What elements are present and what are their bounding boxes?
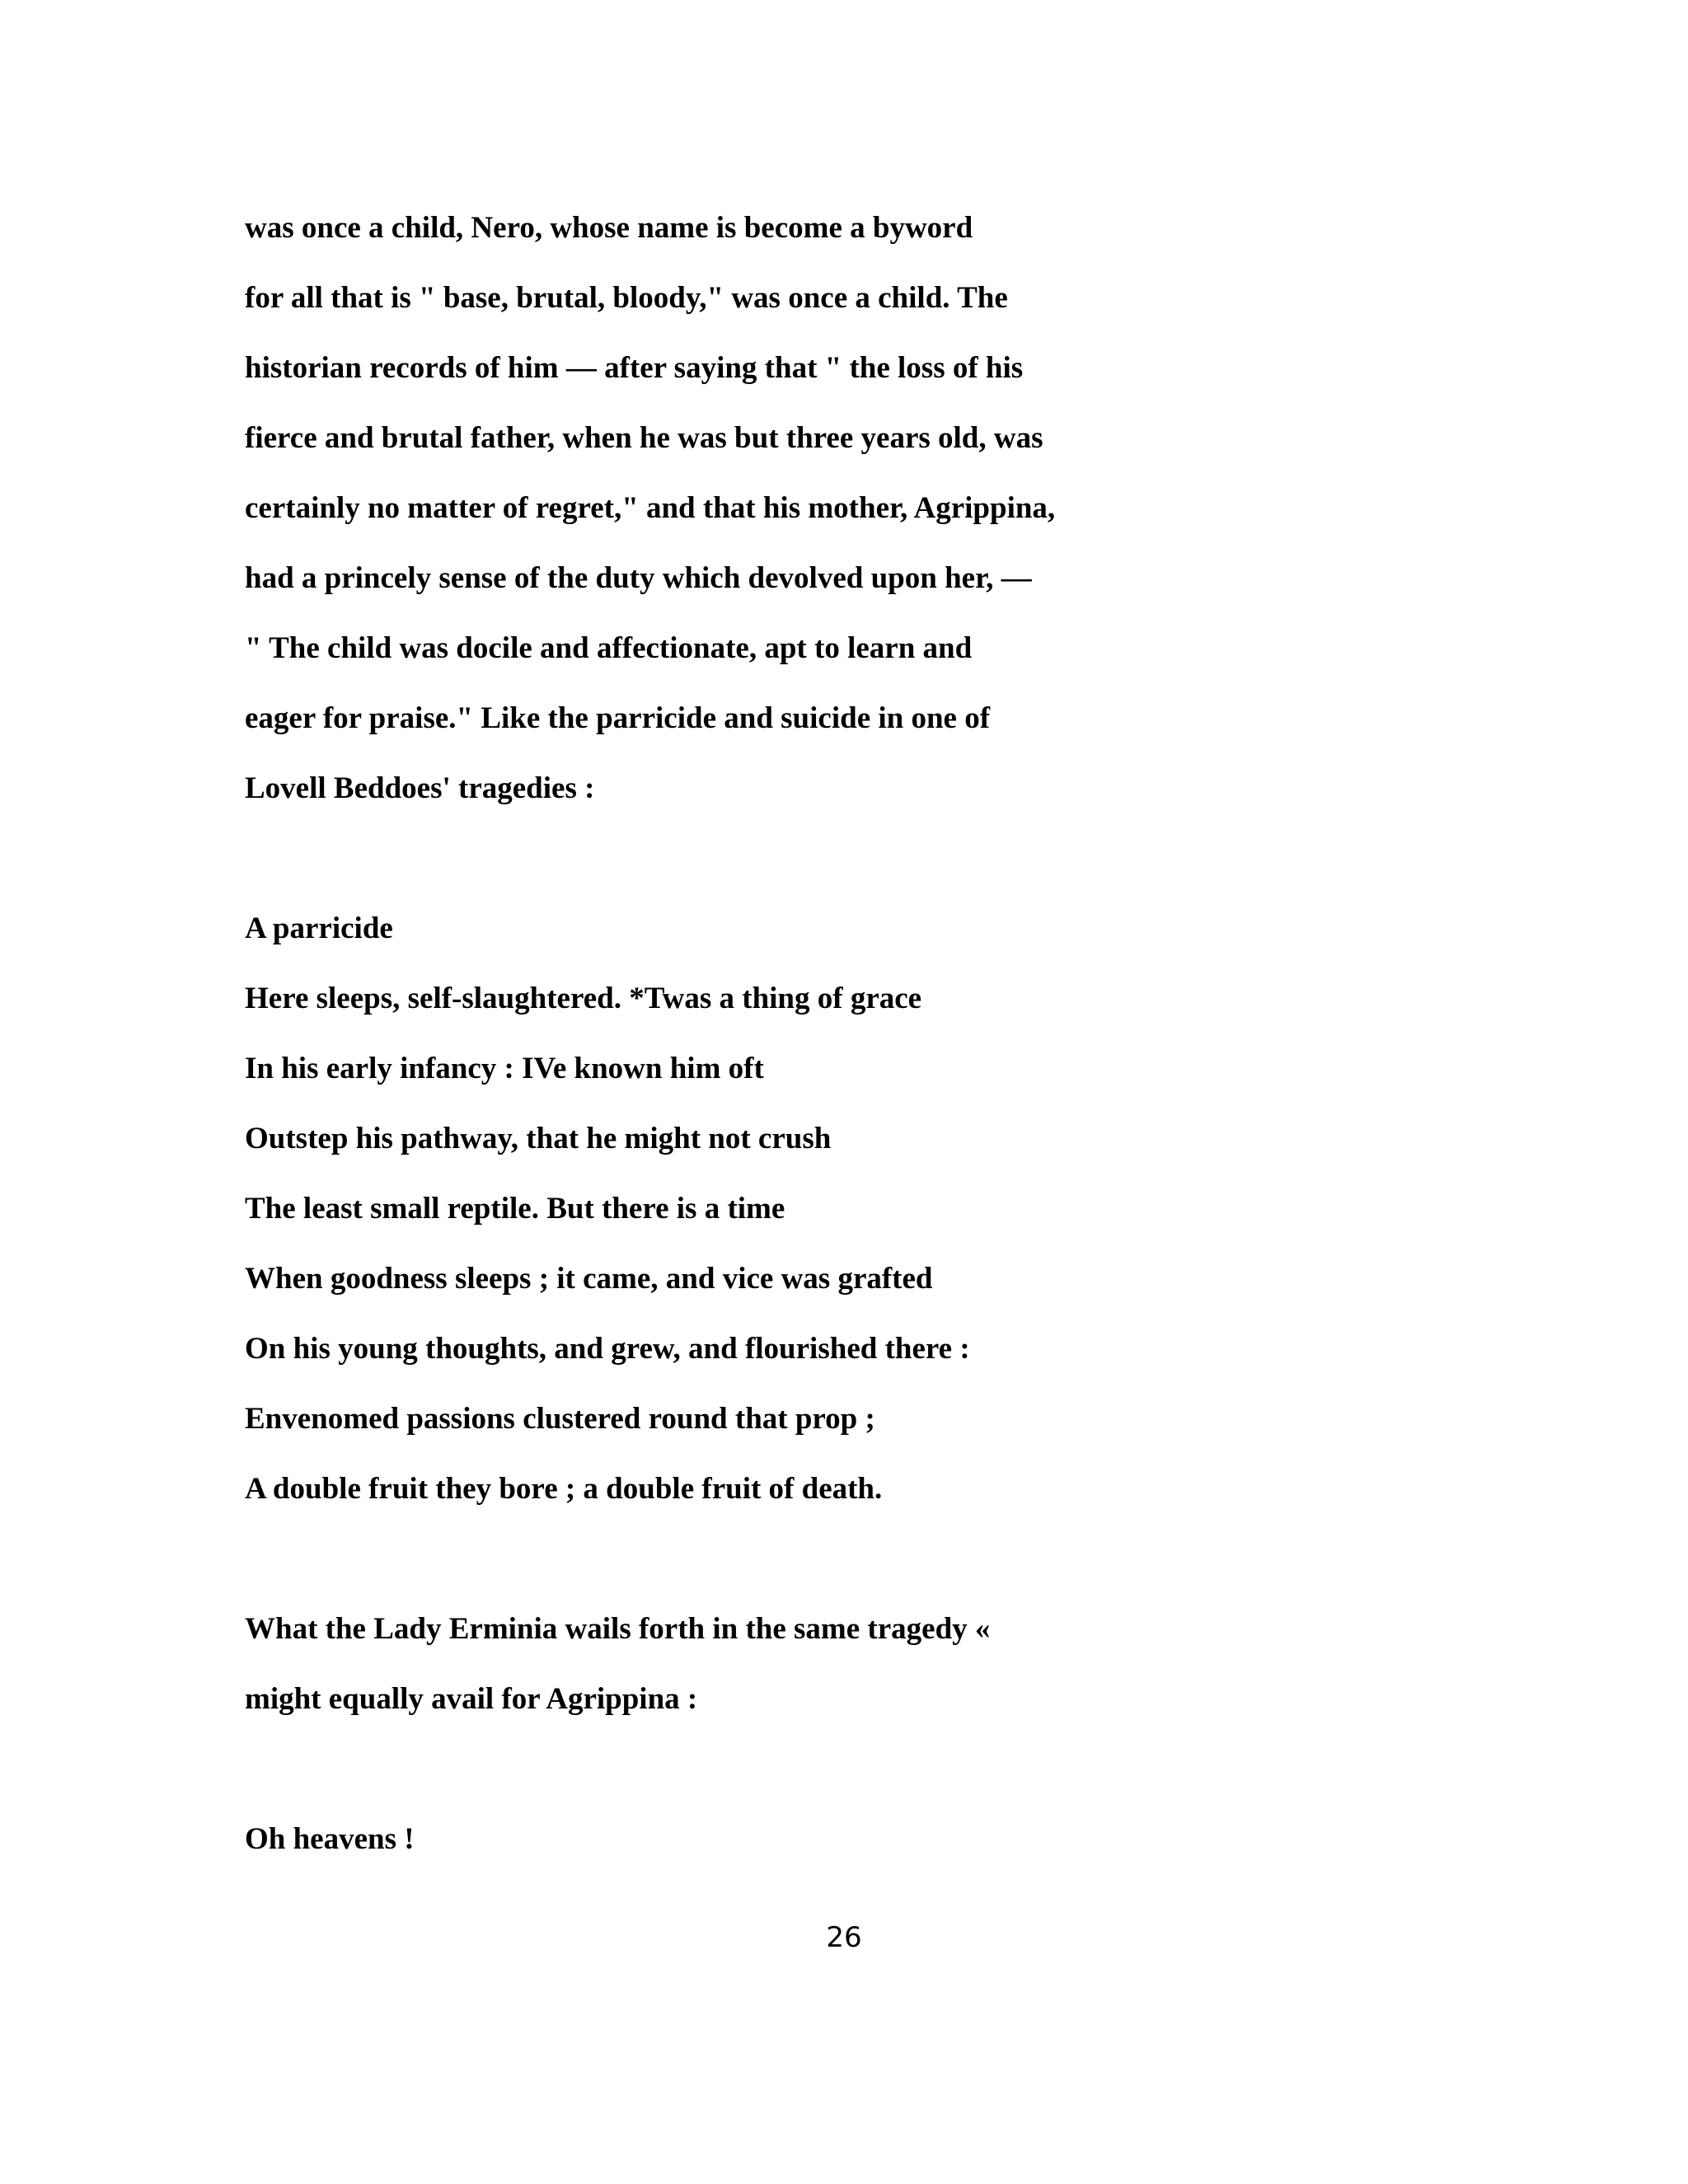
page-body-text (245, 193, 1531, 1874)
text-line: was once a child, Nero, whose name is become a byword (245, 211, 973, 245)
text-line: What the Lady Erminia wails forth in the same tragedy « (245, 1612, 991, 1646)
verse-line: A parricide (245, 912, 393, 945)
text-line: had a princely sense of the duty which devolved upon her, — (245, 561, 1032, 595)
verse-line: Envenomed passions clustered round that prop ; (245, 1402, 875, 1436)
text-line: might equally avail for Agrippina : (245, 1682, 698, 1716)
paragraph-gap (245, 1524, 1531, 1594)
text-line: " The child was docile and affectionate, apt to learn and (245, 631, 973, 665)
verse-line: A double fruit they bore ; a double fruit of death. (245, 1472, 883, 1506)
verse-line: The least small reptile. But there is a time (245, 1192, 785, 1226)
text-line: for all that is " base, brutal, bloody," was once a child. The (245, 281, 1008, 315)
text-line: Lovell Beddoes' tragedies : (245, 771, 595, 805)
paragraph-gap (245, 823, 1531, 893)
text-line: fierce and brutal father, when he was but three years old, was (245, 421, 1043, 455)
paragraph-gap (245, 1734, 1531, 1804)
page-number: 26 (826, 1921, 862, 1954)
text-line: eager for praise." Like the parricide and suicide in one of (245, 701, 991, 735)
text-line: historian records of him — after saying that " the loss of his (245, 351, 1024, 385)
text-line: certainly no matter of regret," and that his mother, Agrippina, (245, 491, 1056, 525)
verse-line: Oh heavens ! (245, 1822, 415, 1856)
verse-line: Here sleeps, self-slaughtered. *Twas a thing of grace (245, 982, 922, 1015)
verse-line: When goodness sleeps ; it came, and vice was grafted (245, 1262, 933, 1296)
verse-line: On his young thoughts, and grew, and flourished there : (245, 1332, 970, 1366)
verse-line: Outstep his pathway, that he might not crush (245, 1122, 832, 1155)
verse-line: In his early infancy : IVe known him oft (245, 1052, 764, 1085)
